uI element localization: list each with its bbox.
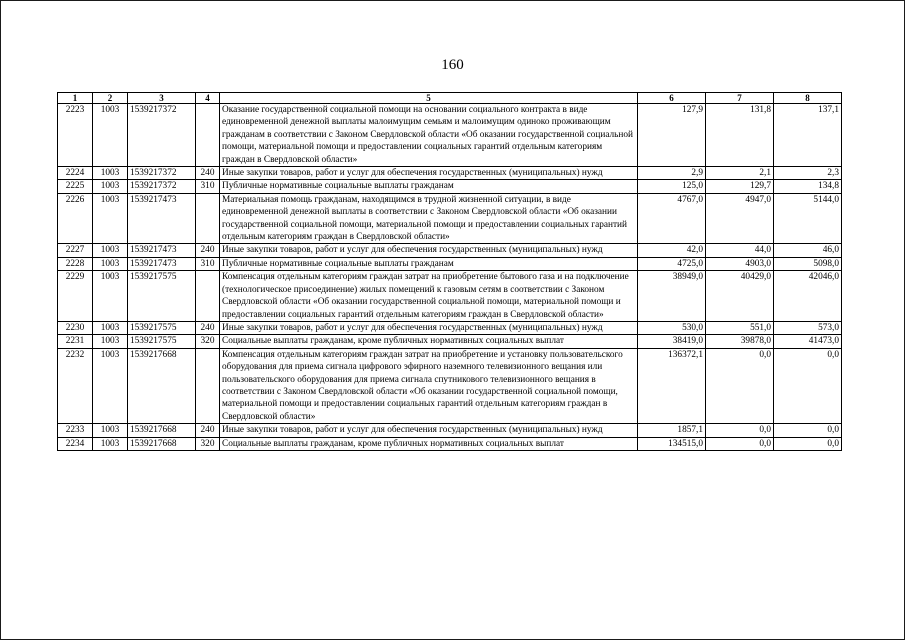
expense-type-cell — [196, 271, 220, 322]
table-row — [58, 424, 842, 437]
description-cell: Материальная помощь гражданам, находящимся в трудной жизненной ситуации, в виде единовременной денежной выплаты в соответствии с Законом Свердловской области «Об оказании государственной социальной помощи, материальной помощи и предоставлении социальных гарантий отдельным категориям граждан в Свердловской области» — [220, 193, 638, 244]
amount-year2-cell: 4947,0 — [706, 193, 774, 244]
target-article-cell: 1539217575 — [128, 321, 196, 334]
amount-year3-cell: 0,0 — [774, 348, 842, 423]
table-row — [58, 180, 842, 193]
column-header: 4 — [196, 93, 220, 104]
table-row — [58, 193, 842, 244]
section-code-cell: 1003 — [93, 244, 128, 257]
table-row — [58, 437, 842, 450]
amount-year3-cell: 42046,0 — [774, 271, 842, 322]
amount-year3-cell: 41473,0 — [774, 335, 842, 348]
expense-type-cell: 240 — [196, 244, 220, 257]
table-row — [58, 167, 842, 180]
description-cell: Иные закупки товаров, работ и услуг для обеспечения государственных (муниципальных) нужд — [220, 167, 638, 180]
description-cell: Компенсация отдельным категориям граждан затрат на приобретение бытового газа и на подключение (технологическое присоединение) жилых помещений к газовым сетям в соответствии с Законом Свердловской области «Об оказании государственной социальной помощи, материальной помощи и предоставлении социальных гарантий отдельным категориям граждан в Свердловской области» — [220, 271, 638, 322]
amount-year2-cell: 131,8 — [706, 104, 774, 167]
column-header: 8 — [774, 93, 842, 104]
description-cell: Иные закупки товаров, работ и услуг для обеспечения государственных (муниципальных) нужд — [220, 321, 638, 334]
target-article-cell: 1539217372 — [128, 167, 196, 180]
amount-year1-cell: 38949,0 — [638, 271, 706, 322]
table-row — [58, 321, 842, 334]
expense-type-cell — [196, 348, 220, 423]
section-code-cell: 1003 — [93, 193, 128, 244]
target-article-cell: 1539217668 — [128, 437, 196, 450]
amount-year1-cell: 4767,0 — [638, 193, 706, 244]
section-code-cell: 1003 — [93, 321, 128, 334]
amount-year1-cell: 127,9 — [638, 104, 706, 167]
amount-year3-cell: 134,8 — [774, 180, 842, 193]
amount-year3-cell: 2,3 — [774, 167, 842, 180]
target-article-cell: 1539217668 — [128, 424, 196, 437]
amount-year2-cell: 40429,0 — [706, 271, 774, 322]
column-header: 6 — [638, 93, 706, 104]
row-number-cell: 2227 — [58, 244, 93, 257]
expense-type-cell — [196, 193, 220, 244]
expense-type-cell: 320 — [196, 437, 220, 450]
section-code-cell: 1003 — [93, 180, 128, 193]
column-header: 3 — [128, 93, 196, 104]
amount-year1-cell: 42,0 — [638, 244, 706, 257]
amount-year3-cell: 46,0 — [774, 244, 842, 257]
description-cell: Оказание государственной социальной помощи на основании социального контракта в виде единовременной денежной выплаты малоимущим семьям и малоимущим одиноко проживающим гражданам в соответствии с Законом Свердловской области «Об оказании государственной социальной помощи, материальной помощи и предоставлении социальных гарантий отдельным категориям граждан в Свердловской области» — [220, 104, 638, 167]
target-article-cell: 1539217668 — [128, 348, 196, 423]
row-number-cell: 2230 — [58, 321, 93, 334]
amount-year2-cell: 39878,0 — [706, 335, 774, 348]
amount-year2-cell: 0,0 — [706, 424, 774, 437]
expense-type-cell: 320 — [196, 335, 220, 348]
amount-year2-cell: 4903,0 — [706, 257, 774, 270]
expense-type-cell: 240 — [196, 167, 220, 180]
column-header: 5 — [220, 93, 638, 104]
amount-year2-cell: 2,1 — [706, 167, 774, 180]
section-code-cell: 1003 — [93, 424, 128, 437]
section-code-cell: 1003 — [93, 104, 128, 167]
table-row — [58, 244, 842, 257]
target-article-cell: 1539217473 — [128, 193, 196, 244]
row-number-cell: 2225 — [58, 180, 93, 193]
amount-year1-cell: 136372,1 — [638, 348, 706, 423]
amount-year2-cell: 0,0 — [706, 437, 774, 450]
amount-year3-cell: 573,0 — [774, 321, 842, 334]
column-header: 1 — [58, 93, 93, 104]
amount-year1-cell: 125,0 — [638, 180, 706, 193]
target-article-cell: 1539217473 — [128, 257, 196, 270]
description-cell: Социальные выплаты гражданам, кроме публичных нормативных социальных выплат — [220, 335, 638, 348]
header-row — [58, 93, 842, 104]
expense-type-cell — [196, 104, 220, 167]
amount-year1-cell: 1857,1 — [638, 424, 706, 437]
expense-type-cell: 240 — [196, 424, 220, 437]
description-cell: Иные закупки товаров, работ и услуг для обеспечения государственных (муниципальных) нужд — [220, 244, 638, 257]
section-code-cell: 1003 — [93, 257, 128, 270]
amount-year3-cell: 5098,0 — [774, 257, 842, 270]
amount-year2-cell: 551,0 — [706, 321, 774, 334]
row-number-cell: 2231 — [58, 335, 93, 348]
table-row — [58, 104, 842, 167]
expense-type-cell: 240 — [196, 321, 220, 334]
column-header: 7 — [706, 93, 774, 104]
row-number-cell: 2223 — [58, 104, 93, 167]
section-code-cell: 1003 — [93, 167, 128, 180]
page-number: 160 — [441, 57, 464, 73]
description-cell: Публичные нормативные социальные выплаты гражданам — [220, 180, 638, 193]
target-article-cell: 1539217372 — [128, 180, 196, 193]
description-cell: Социальные выплаты гражданам, кроме публичных нормативных социальных выплат — [220, 437, 638, 450]
row-number-cell: 2233 — [58, 424, 93, 437]
row-number-cell: 2226 — [58, 193, 93, 244]
section-code-cell: 1003 — [93, 271, 128, 322]
section-code-cell: 1003 — [93, 335, 128, 348]
table-row — [58, 335, 842, 348]
expense-type-cell: 310 — [196, 180, 220, 193]
target-article-cell: 1539217473 — [128, 244, 196, 257]
row-number-cell: 2224 — [58, 167, 93, 180]
table-body — [58, 104, 842, 451]
column-header: 2 — [93, 93, 128, 104]
section-code-cell: 1003 — [93, 437, 128, 450]
target-article-cell: 1539217575 — [128, 335, 196, 348]
amount-year1-cell: 2,9 — [638, 167, 706, 180]
budget-table — [57, 92, 842, 451]
target-article-cell: 1539217575 — [128, 271, 196, 322]
row-number-cell: 2229 — [58, 271, 93, 322]
table-row — [58, 348, 842, 423]
target-article-cell: 1539217372 — [128, 104, 196, 167]
amount-year1-cell: 38419,0 — [638, 335, 706, 348]
table-row — [58, 271, 842, 322]
expense-type-cell: 310 — [196, 257, 220, 270]
amount-year2-cell: 44,0 — [706, 244, 774, 257]
amount-year3-cell: 137,1 — [774, 104, 842, 167]
description-cell: Компенсация отдельным категориям граждан затрат на приобретение и установку пользовательского оборудования для приема сигнала цифрового эфирного наземного телевизионного вещания или пользовательского оборудования для приема сигнала спутникового телевизионного вещания в соответствии с Законом Свердловской области «Об оказании государственной социальной помощи, материальной помощи и предоставлении социальных гарантий отдельным категориям граждан в Свердловской области» — [220, 348, 638, 423]
amount-year3-cell: 0,0 — [774, 424, 842, 437]
table-row — [58, 257, 842, 270]
description-cell: Иные закупки товаров, работ и услуг для обеспечения государственных (муниципальных) нужд — [220, 424, 638, 437]
amount-year3-cell: 5144,0 — [774, 193, 842, 244]
amount-year2-cell: 0,0 — [706, 348, 774, 423]
amount-year1-cell: 4725,0 — [638, 257, 706, 270]
row-number-cell: 2232 — [58, 348, 93, 423]
section-code-cell: 1003 — [93, 348, 128, 423]
amount-year3-cell: 0,0 — [774, 437, 842, 450]
description-cell: Публичные нормативные социальные выплаты гражданам — [220, 257, 638, 270]
row-number-cell: 2234 — [58, 437, 93, 450]
amount-year2-cell: 129,7 — [706, 180, 774, 193]
amount-year1-cell: 530,0 — [638, 321, 706, 334]
row-number-cell: 2228 — [58, 257, 93, 270]
amount-year1-cell: 134515,0 — [638, 437, 706, 450]
